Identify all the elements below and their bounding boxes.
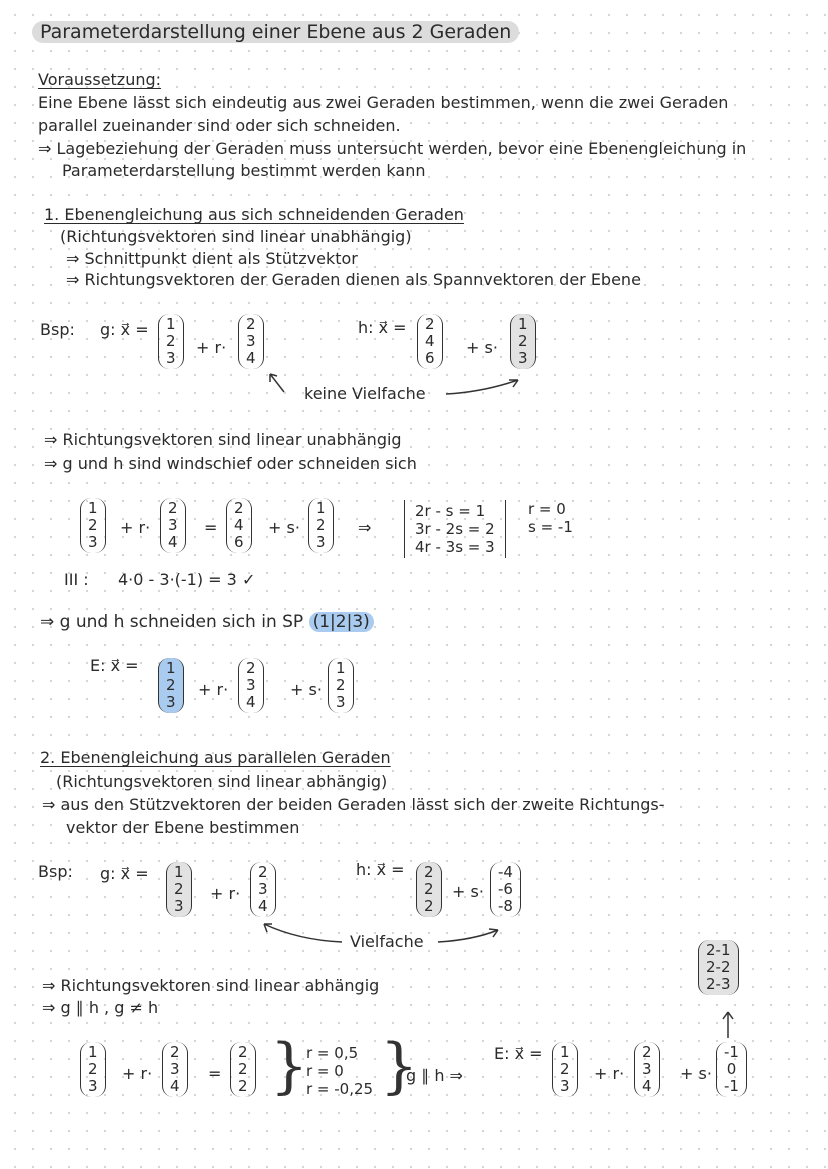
section2-line: vektor der Ebene bestimmen — [66, 818, 300, 837]
up-arrow-icon — [718, 1008, 738, 1042]
conclusion2-line: ⇒ g ∥ h , g ≠ h — [42, 998, 159, 1017]
vector-h-direction: 1 2 3 — [510, 314, 536, 369]
section2-line: ⇒ aus den Stützvektoren der beiden Geraden lässt sich der zweite Richtungs- — [42, 795, 665, 814]
section1-bullet: ⇒ Richtungsvektoren der Geraden dienen als Spannvektoren der Ebene — [66, 270, 641, 289]
param-s: + s· — [466, 338, 498, 357]
plane2-direction1: 2 3 4 — [634, 1042, 660, 1097]
plane2-s: + s· — [680, 1064, 712, 1083]
section1-bullet: ⇒ Schnittpunkt dient als Stützvektor — [66, 249, 358, 268]
line-g-label: g: x⃗ = — [100, 320, 149, 339]
eq-plus-r: + r· — [120, 518, 151, 537]
check-label: III : — [64, 570, 89, 589]
section2-subheading: (Richtungsvektoren sind linear abhängig) — [56, 772, 388, 791]
vector2-g-direction: 2 3 4 — [250, 862, 276, 917]
eq2-vector-g-support: 1 2 3 — [80, 1042, 106, 1097]
equation-system: 2r - s = 1 3r - 2s = 2 4r - 3s = 3 — [404, 500, 506, 558]
difference-vector: 2-1 2-2 2-3 — [698, 940, 739, 995]
conclusion2-line: ⇒ Richtungsvektoren sind linear abhängig — [42, 976, 380, 995]
eq-vector-g-support: 1 2 3 — [80, 498, 106, 553]
plane2-support: 1 2 3 — [552, 1042, 578, 1097]
annotation2-arrows — [258, 916, 508, 956]
prerequisite-heading: Voraussetzung: — [38, 70, 162, 89]
plane1-direction1: 2 3 4 — [238, 658, 264, 713]
eq2-rhs-vector: 2 2 2 — [230, 1042, 256, 1097]
page-title: Parameterdarstellung einer Ebene aus 2 Geraden — [32, 22, 519, 42]
section2-heading: 2. Ebenengleichung aus parallelen Geraden — [40, 748, 391, 767]
intersection-point: (1|2|3) — [309, 612, 374, 632]
line-h-label: h: x⃗ = — [358, 318, 407, 337]
eq-vector-h-support: 2 4 6 — [226, 498, 252, 553]
vector2-g-support: 1 2 3 — [166, 862, 192, 917]
plane2-r: + r· — [594, 1064, 625, 1083]
eq-equals: = — [204, 518, 218, 537]
equation-solution: r = 0 s = -1 — [528, 500, 573, 536]
example-label: Bsp: — [40, 320, 75, 339]
check-calculation: 4·0 - 3·(-1) = 3 ✓ — [118, 570, 256, 589]
vector-h-support: 2 4 6 — [417, 314, 443, 369]
conclusion-line: ⇒ Richtungsvektoren sind linear unabhängig — [44, 430, 402, 449]
eq-vector-h-direction: 1 2 3 — [308, 498, 334, 553]
vector-g-support: 1 2 3 — [158, 314, 184, 369]
plane1-label: E: x⃗ = — [90, 656, 139, 675]
vector2-h-direction: -4 -6 -8 — [490, 862, 521, 917]
parallel-result: g ∥ h ⇒ — [406, 1066, 463, 1085]
eq-plus-s: + s· — [268, 518, 300, 537]
section1-subheading: (Richtungsvektoren sind linear unabhängig) — [60, 227, 412, 246]
annotation-arrows — [268, 368, 528, 408]
param2-r: + r· — [210, 884, 241, 903]
param-r: + r· — [196, 338, 227, 357]
line2-g-label: g: x⃗ = — [100, 864, 149, 883]
prerequisite-line: ⇒ Lagebeziehung der Geraden muss untersucht werden, bevor eine Ebenengleichung in — [38, 139, 747, 158]
prerequisite-line: Parameterdarstellung bestimmt werden kann — [62, 161, 426, 180]
param2-s: + s· — [452, 882, 484, 901]
brace-left: } — [270, 1031, 309, 1101]
prerequisite-line: parallel zueinander sind oder sich schneiden. — [38, 116, 401, 135]
eq-implies: ⇒ — [358, 518, 372, 537]
intersection-text: ⇒ g und h schneiden sich in SP (1|2|3) — [40, 612, 374, 632]
eq2-vector-g-direction: 2 3 4 — [162, 1042, 188, 1097]
eq2-equals: = — [208, 1064, 222, 1083]
line2-h-label: h: x⃗ = — [356, 860, 405, 879]
r-values: r = 0,5 r = 0 r = -0,25 — [306, 1044, 374, 1098]
example2-label: Bsp: — [38, 862, 73, 881]
section1-heading: 1. Ebenengleichung aus sich schneidenden Geraden — [44, 205, 464, 224]
plane2-direction2: -1 0 -1 — [716, 1042, 747, 1097]
eq-vector-g-direction: 2 3 4 — [160, 498, 186, 553]
plane2-label: E: x⃗ = — [494, 1044, 543, 1063]
vector-g-direction: 2 3 4 — [238, 314, 264, 369]
vector2-h-support: 2 2 2 — [416, 862, 442, 917]
conclusion-line: ⇒ g und h sind windschief oder schneiden sich — [44, 454, 417, 473]
eq2-plus-r: + r· — [122, 1064, 153, 1083]
plane1-support: 1 2 3 — [158, 658, 184, 713]
prerequisite-line: Eine Ebene lässt sich eindeutig aus zwei Geraden bestimmen, wenn die zwei Geraden — [38, 93, 729, 112]
plane1-s: + s· — [290, 680, 322, 699]
annotation-no-multiple: keine Vielfache — [304, 384, 426, 403]
plane1-r: + r· — [198, 680, 229, 699]
plane1-direction2: 1 2 3 — [328, 658, 354, 713]
annotation-multiple: Vielfache — [350, 932, 424, 951]
brace-right: } — [380, 1031, 419, 1101]
